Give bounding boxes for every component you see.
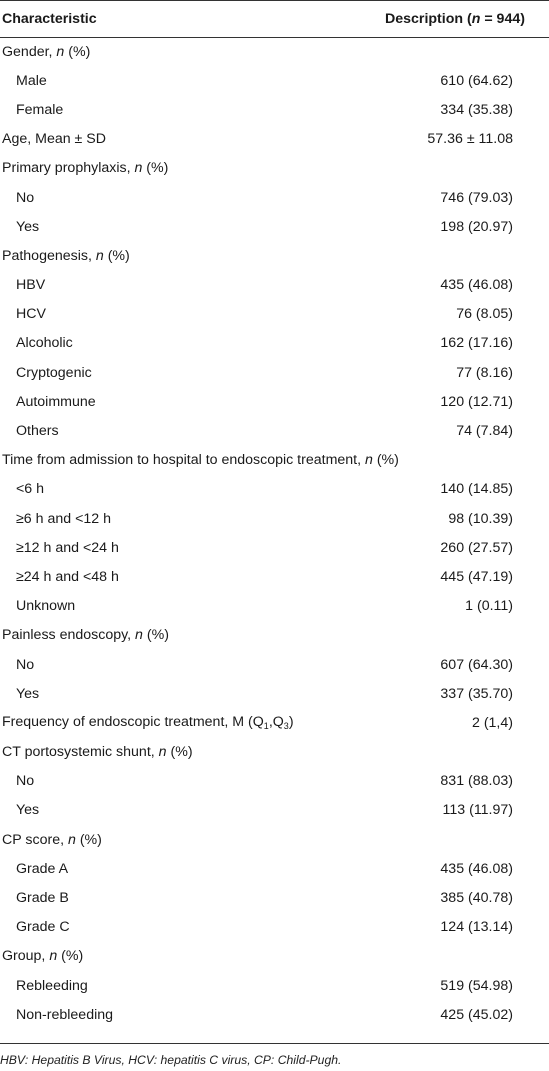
description-cell: 1 (0.11) xyxy=(465,598,513,615)
table-row-item xyxy=(0,95,549,124)
description-cell: 140 (14.85) xyxy=(440,481,513,498)
description-cell: 831 (88.03) xyxy=(440,773,513,790)
characteristic-label: ≥24 h and <48 h xyxy=(16,568,119,585)
n-symbol: n xyxy=(365,452,373,469)
characteristic-cell xyxy=(0,942,385,971)
table-row-item xyxy=(0,883,549,912)
table-row-item xyxy=(0,66,549,95)
table-row-item xyxy=(0,475,549,504)
characteristic-cell xyxy=(0,95,385,124)
characteristic-label: Gender, xyxy=(2,43,57,60)
table-row-item xyxy=(0,796,549,825)
table-row-item xyxy=(0,1000,549,1029)
percent-unit: (%) xyxy=(142,627,169,644)
table-row-item xyxy=(0,562,549,591)
table-row-category xyxy=(0,942,549,971)
description-cell: 385 (40.78) xyxy=(440,890,513,907)
characteristic-label: Grade A xyxy=(16,860,69,877)
characteristic-cell xyxy=(0,562,385,591)
description-cell: 74 (7.84) xyxy=(456,423,513,440)
characteristic-cell xyxy=(0,854,385,883)
q3-subscript: 3 xyxy=(283,721,289,732)
characteristic-label: Age, Mean ± SD xyxy=(2,131,106,148)
table-row-item xyxy=(0,913,549,942)
table-row-item xyxy=(0,592,549,621)
table-row-item xyxy=(0,329,549,358)
characteristic-label: Painless endoscopy, xyxy=(2,627,136,644)
characteristic-label: Non-rebleeding xyxy=(16,1006,114,1023)
header-row xyxy=(0,0,549,37)
table-row-item xyxy=(0,300,549,329)
description-cell xyxy=(385,825,549,854)
description-cell: 98 (10.39) xyxy=(448,510,513,527)
characteristic-cell xyxy=(0,241,385,270)
close-paren: ) xyxy=(288,714,294,731)
table-row-item xyxy=(0,387,549,416)
characteristic-cell xyxy=(0,533,385,562)
characteristic-label: Time from admission to hospital to endoscopic treatment, xyxy=(2,452,365,469)
characteristic-cell xyxy=(0,504,385,533)
percent-unit: (%) xyxy=(64,43,91,60)
description-cell xyxy=(385,942,549,971)
table-body xyxy=(0,37,549,1029)
n-symbol: n xyxy=(67,831,76,848)
description-cell: 435 (46.08) xyxy=(440,860,513,877)
characteristic-label: No xyxy=(16,189,35,206)
table-row-item xyxy=(0,416,549,445)
characteristic-label: Unknown xyxy=(16,598,76,615)
description-cell: 198 (20.97) xyxy=(440,218,513,235)
description-cell: 57.36 ± 11.08 xyxy=(427,131,513,148)
description-cell xyxy=(385,154,549,183)
table-row-category xyxy=(0,125,549,154)
characteristic-cell xyxy=(0,971,385,1000)
description-cell: 76 (8.05) xyxy=(456,306,513,323)
characteristic-label: HBV xyxy=(16,277,46,294)
characteristic-label: Male xyxy=(16,72,47,89)
table-row-category xyxy=(0,37,549,66)
characteristic-cell xyxy=(0,796,385,825)
characteristic-label: Alcoholic xyxy=(16,335,73,352)
description-cell xyxy=(385,446,549,475)
n-symbol: n xyxy=(135,627,143,644)
characteristic-cell xyxy=(0,1000,385,1029)
description-cell: 124 (13.14) xyxy=(440,919,513,936)
characteristic-cell xyxy=(0,387,385,416)
characteristic-label: ≥6 h and <12 h xyxy=(16,510,111,527)
description-cell: 2 (1,4) xyxy=(471,714,513,731)
table-row-item xyxy=(0,212,549,241)
table-row-item xyxy=(0,504,549,533)
characteristic-cell xyxy=(0,329,385,358)
n-symbol: n xyxy=(95,247,104,264)
q-separator: ,Q xyxy=(268,714,284,731)
characteristic-cell xyxy=(0,125,385,154)
description-cell xyxy=(385,621,549,650)
table-row-item xyxy=(0,358,549,387)
characteristic-label: Grade B xyxy=(16,890,69,907)
characteristic-label: No xyxy=(16,773,35,790)
description-cell: 337 (35.70) xyxy=(440,685,513,702)
table-row-item xyxy=(0,854,549,883)
characteristic-label: Grade C xyxy=(16,919,70,936)
n-symbol: n xyxy=(158,744,167,761)
description-cell: 113 (11.97) xyxy=(442,802,513,819)
characteristic-cell xyxy=(0,475,385,504)
n-symbol: n xyxy=(49,948,58,965)
description-cell xyxy=(385,241,549,270)
table-row-item xyxy=(0,679,549,708)
table-row-item xyxy=(0,533,549,562)
n-symbol: n xyxy=(134,160,143,177)
table-row-category xyxy=(0,446,549,475)
characteristic-cell xyxy=(0,183,385,212)
characteristic-label: No xyxy=(16,656,35,673)
characteristic-cell xyxy=(0,767,385,796)
description-cell: 607 (64.30) xyxy=(440,656,513,673)
characteristic-cell xyxy=(0,592,385,621)
table-row-category xyxy=(0,708,549,737)
characteristic-label: <6 h xyxy=(16,481,45,498)
characteristic-label: Female xyxy=(16,101,64,118)
table-footnote: HBV: Hepatitis B Virus, HCV: hepatitis C virus, CP: Child-Pugh. xyxy=(0,1053,342,1067)
description-cell: 425 (45.02) xyxy=(440,1006,513,1023)
characteristic-cell xyxy=(0,300,385,329)
characteristic-cell xyxy=(0,446,399,475)
characteristic-cell xyxy=(0,37,385,66)
table-row-category xyxy=(0,738,549,767)
table-row-category xyxy=(0,825,549,854)
description-cell: 610 (64.62) xyxy=(440,72,513,89)
characteristic-label: Cryptogenic xyxy=(16,364,92,381)
table-row-category xyxy=(0,241,549,270)
characteristic-label: Primary prophylaxis, xyxy=(2,160,135,177)
description-cell: 519 (54.98) xyxy=(440,977,513,994)
characteristic-cell xyxy=(0,708,385,737)
description-cell: 445 (47.19) xyxy=(440,568,513,585)
characteristic-label: Autoimmune xyxy=(16,393,96,410)
characteristic-label: Pathogenesis, xyxy=(2,247,96,264)
description-cell: 435 (46.08) xyxy=(440,277,513,294)
characteristic-cell xyxy=(0,650,385,679)
table-row-item xyxy=(0,650,549,679)
description-cell: 162 (17.16) xyxy=(440,335,513,352)
characteristic-label: Group, xyxy=(2,948,50,965)
n-symbol: n xyxy=(56,43,65,60)
table-row-item xyxy=(0,767,549,796)
characteristic-cell xyxy=(0,154,385,183)
table-row-item xyxy=(0,183,549,212)
characteristic-cell xyxy=(0,358,385,387)
characteristic-cell xyxy=(0,738,385,767)
bottom-rule xyxy=(0,1043,549,1044)
top-rule xyxy=(0,0,549,1)
characteristic-label: Rebleeding xyxy=(16,977,88,994)
table-row-item xyxy=(0,971,549,1000)
characteristic-label: CT portosystemic shunt, xyxy=(2,744,159,761)
q1-subscript: 1 xyxy=(263,721,269,732)
characteristic-label: CP score, xyxy=(2,831,68,848)
percent-unit: (%) xyxy=(57,948,84,965)
description-cell: 77 (8.16) xyxy=(456,364,513,381)
characteristic-cell xyxy=(0,883,385,912)
characteristic-label: ≥12 h and <24 h xyxy=(16,539,119,556)
percent-unit: (%) xyxy=(103,247,130,264)
percent-unit: (%) xyxy=(75,831,102,848)
percent-unit: (%) xyxy=(372,452,399,469)
header-rule xyxy=(0,37,549,38)
characteristic-label: Yes xyxy=(16,218,40,235)
table-row-item xyxy=(0,271,549,300)
header-characteristic: Characteristic xyxy=(2,10,97,27)
description-cell xyxy=(385,37,549,66)
description-cell xyxy=(385,738,549,767)
table-row-category xyxy=(0,621,549,650)
characteristic-cell xyxy=(0,825,385,854)
characteristic-label: Yes xyxy=(16,685,40,702)
characteristic-cell xyxy=(0,913,385,942)
description-cell: 334 (35.38) xyxy=(440,101,513,118)
characteristic-label: Others xyxy=(16,423,59,440)
characteristic-label: Frequency of endoscopic treatment, M (Q xyxy=(2,714,264,731)
percent-unit: (%) xyxy=(142,160,169,177)
percent-unit: (%) xyxy=(166,744,193,761)
characteristic-cell xyxy=(0,212,385,241)
characteristic-label: HCV xyxy=(16,306,46,323)
characteristic-cell xyxy=(0,416,385,445)
description-cell: 260 (27.57) xyxy=(440,539,513,556)
characteristic-cell xyxy=(0,66,385,95)
description-cell: 746 (79.03) xyxy=(440,189,513,206)
characteristic-cell xyxy=(0,621,385,650)
header-description: Description (n = 944) xyxy=(385,10,525,27)
characteristic-label: Yes xyxy=(16,802,40,819)
table-row-category xyxy=(0,154,549,183)
characteristic-cell xyxy=(0,679,385,708)
characteristic-cell xyxy=(0,271,385,300)
description-cell: 120 (12.71) xyxy=(440,393,513,410)
